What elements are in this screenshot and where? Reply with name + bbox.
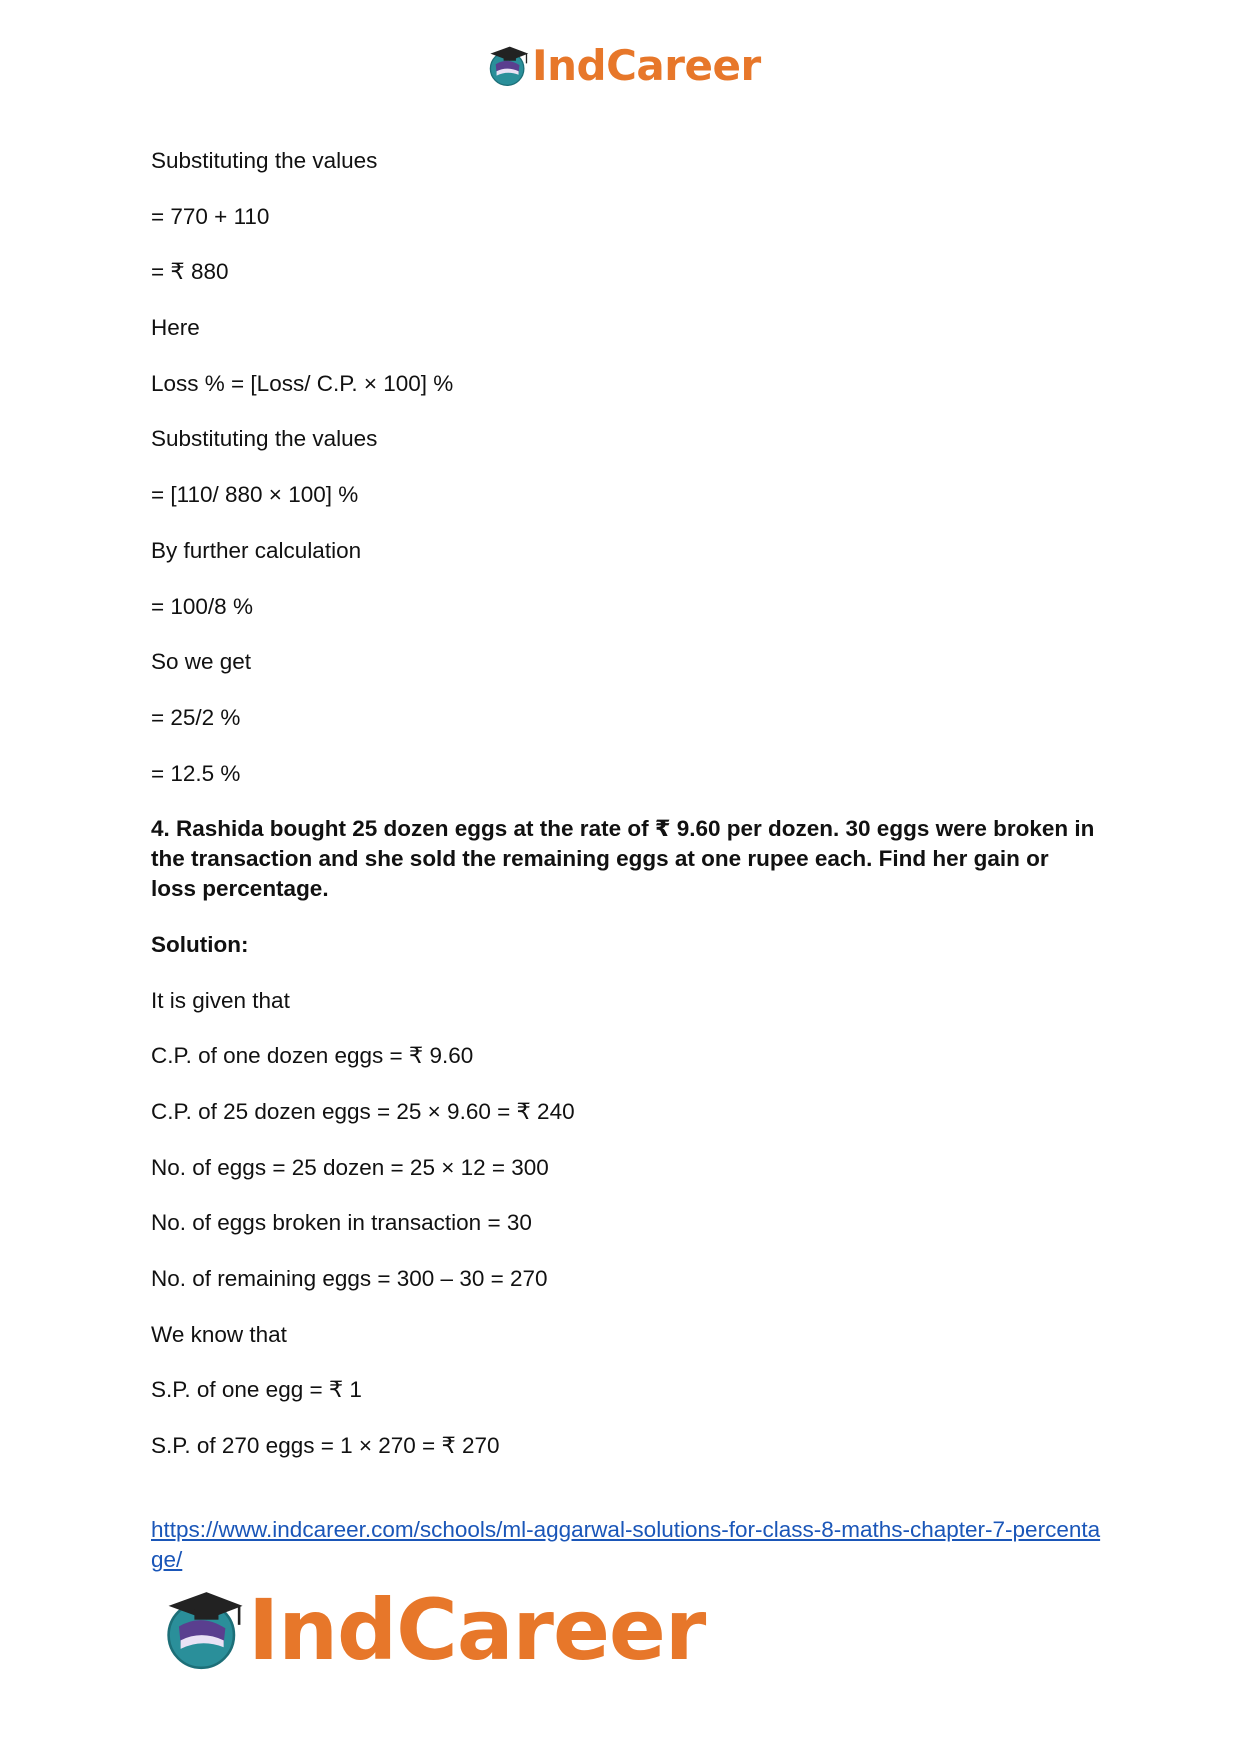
text-line: = 100/8 % — [151, 593, 253, 619]
text-line: No. of eggs broken in transaction = 30 — [151, 1210, 532, 1236]
text-line: Loss % = [Loss/ C.P. × 100] % — [151, 370, 454, 396]
text-line: = [110/ 880 × 100] % — [151, 482, 359, 508]
text-line: No. of eggs = 25 dozen = 25 × 12 = 300 — [151, 1154, 549, 1180]
text-line: C.P. of 25 dozen eggs = 25 × 9.60 = ₹ 240 — [151, 1099, 575, 1124]
text-line: It is given that — [151, 987, 290, 1013]
text-line: Substituting the values — [151, 426, 378, 452]
text-line: = 25/2 % — [151, 704, 241, 730]
graduation-globe-icon — [486, 44, 530, 88]
logo-text: IndCareer — [248, 1581, 706, 1679]
text-line: = 12.5 % — [151, 760, 241, 786]
document-body — [151, 146, 1096, 1487]
footer-logo — [160, 1581, 706, 1679]
text-line: S.P. of 270 eggs = 1 × 270 = ₹ 270 — [151, 1433, 500, 1459]
graduation-globe-icon — [160, 1587, 246, 1673]
logo-text: IndCareer — [532, 41, 761, 90]
text-line: Substituting the values — [151, 148, 378, 173]
text-line: So we get — [151, 649, 252, 675]
text-line: No. of remaining eggs = 300 – 30 = 270 — [151, 1266, 548, 1292]
source-link[interactable]: https://www.indcareer.com/schools/ml-aggarwal-solutions-for-class-8-maths-chapter-7-percentage/ — [151, 1517, 1101, 1572]
text-line: By further calculation — [151, 537, 362, 563]
text-line: We know that — [151, 1321, 287, 1347]
text-line: C.P. of one dozen eggs = ₹ 9.60 — [151, 1043, 474, 1069]
text-line: S.P. of one egg = ₹ 1 — [151, 1377, 362, 1403]
question-text: 4. Rashida bought 25 dozen eggs at the rate of ₹ 9.60 per dozen. 30 eggs were broken in the transaction and she sold the remaining eggs at one rupee each. Find her gain or loss percentage. — [151, 816, 1095, 902]
solution-heading: Solution: — [151, 931, 249, 957]
text-line: Here — [151, 315, 200, 341]
text-line: = ₹ 880 — [151, 259, 229, 285]
header-logo — [486, 40, 761, 92]
text-line: = 770 + 110 — [151, 203, 270, 229]
